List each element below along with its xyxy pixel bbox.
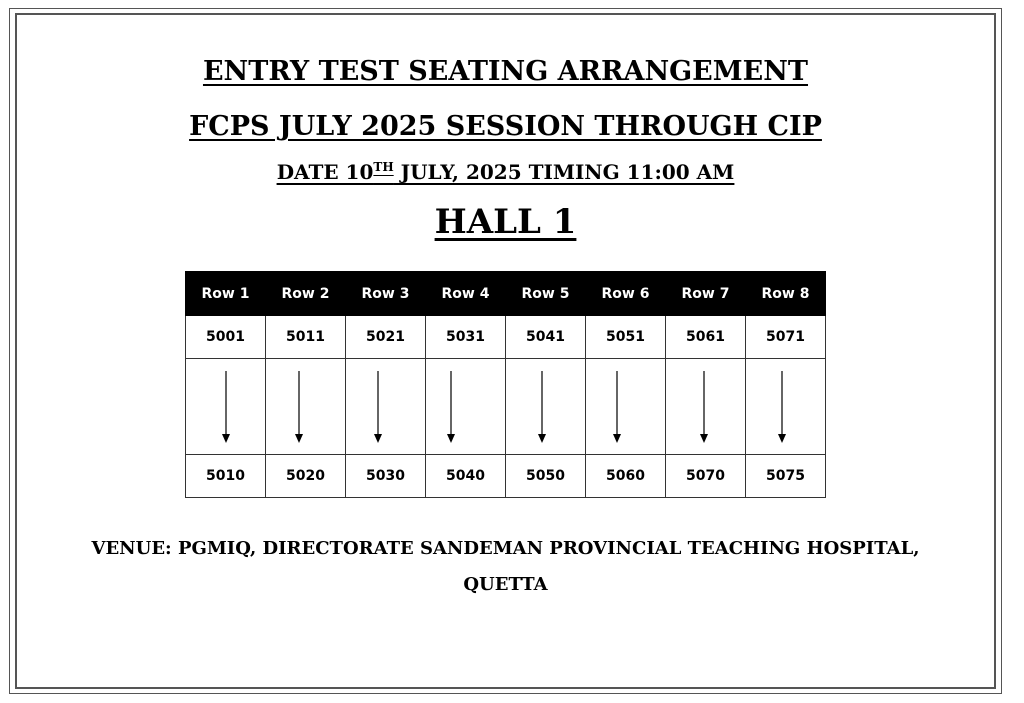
start-roll-row <box>186 316 826 359</box>
arrow-cell-7 <box>666 359 746 455</box>
arrow-cell-2 <box>266 359 346 455</box>
header-row-5: Row 5 <box>506 272 586 316</box>
down-arrow-icon <box>371 369 385 445</box>
header-row-6: Row 6 <box>586 272 666 316</box>
date-timing-heading <box>0 160 1011 184</box>
end-roll-4: 5040 <box>426 455 506 498</box>
end-roll-3: 5030 <box>346 455 426 498</box>
venue-line-1: VENUE: PGMIQ, DIRECTORATE SANDEMAN PROVINCIAL TEACHING HOSPITAL, <box>91 538 920 559</box>
end-roll-5: 5050 <box>506 455 586 498</box>
start-roll-4: 5031 <box>426 316 506 359</box>
header-row-4: Row 4 <box>426 272 506 316</box>
start-roll-1: 5001 <box>186 316 266 359</box>
start-roll-7: 5061 <box>666 316 746 359</box>
seating-table <box>185 271 826 498</box>
start-roll-2: 5011 <box>266 316 346 359</box>
start-roll-5: 5041 <box>506 316 586 359</box>
arrow-row <box>186 359 826 455</box>
end-roll-1: 5010 <box>186 455 266 498</box>
venue-line-2: QUETTA <box>463 574 548 595</box>
down-arrow-icon <box>775 369 789 445</box>
arrow-cell-3 <box>346 359 426 455</box>
header-row-3: Row 3 <box>346 272 426 316</box>
end-roll-2: 5020 <box>266 455 346 498</box>
down-arrow-icon <box>610 369 624 445</box>
end-roll-6: 5060 <box>586 455 666 498</box>
header-row-2: Row 2 <box>266 272 346 316</box>
down-arrow-icon <box>219 369 233 445</box>
end-roll-7: 5070 <box>666 455 746 498</box>
start-roll-8: 5071 <box>746 316 826 359</box>
table-header-row <box>186 272 826 316</box>
down-arrow-icon <box>444 369 458 445</box>
header-row-1: Row 1 <box>186 272 266 316</box>
arrow-cell-8 <box>746 359 826 455</box>
date-suffix: JULY, 2025 TIMING 11:00 AM <box>393 160 735 184</box>
header-row-8: Row 8 <box>746 272 826 316</box>
down-arrow-icon <box>292 369 306 445</box>
date-prefix: DATE 10 <box>276 160 374 184</box>
title-heading: ENTRY TEST SEATING ARRANGEMENT <box>202 56 809 87</box>
date-superscript: TH <box>373 160 394 174</box>
arrow-cell-5 <box>506 359 586 455</box>
down-arrow-icon <box>697 369 711 445</box>
start-roll-3: 5021 <box>346 316 426 359</box>
end-roll-row <box>186 455 826 498</box>
hall-heading: HALL 1 <box>434 202 577 242</box>
end-roll-8: 5075 <box>746 455 826 498</box>
arrow-cell-4 <box>426 359 506 455</box>
down-arrow-icon <box>535 369 549 445</box>
start-roll-6: 5051 <box>586 316 666 359</box>
session-heading: FCPS JULY 2025 SESSION THROUGH CIP <box>189 111 822 142</box>
arrow-cell-1 <box>186 359 266 455</box>
arrow-cell-6 <box>586 359 666 455</box>
header-row-7: Row 7 <box>666 272 746 316</box>
